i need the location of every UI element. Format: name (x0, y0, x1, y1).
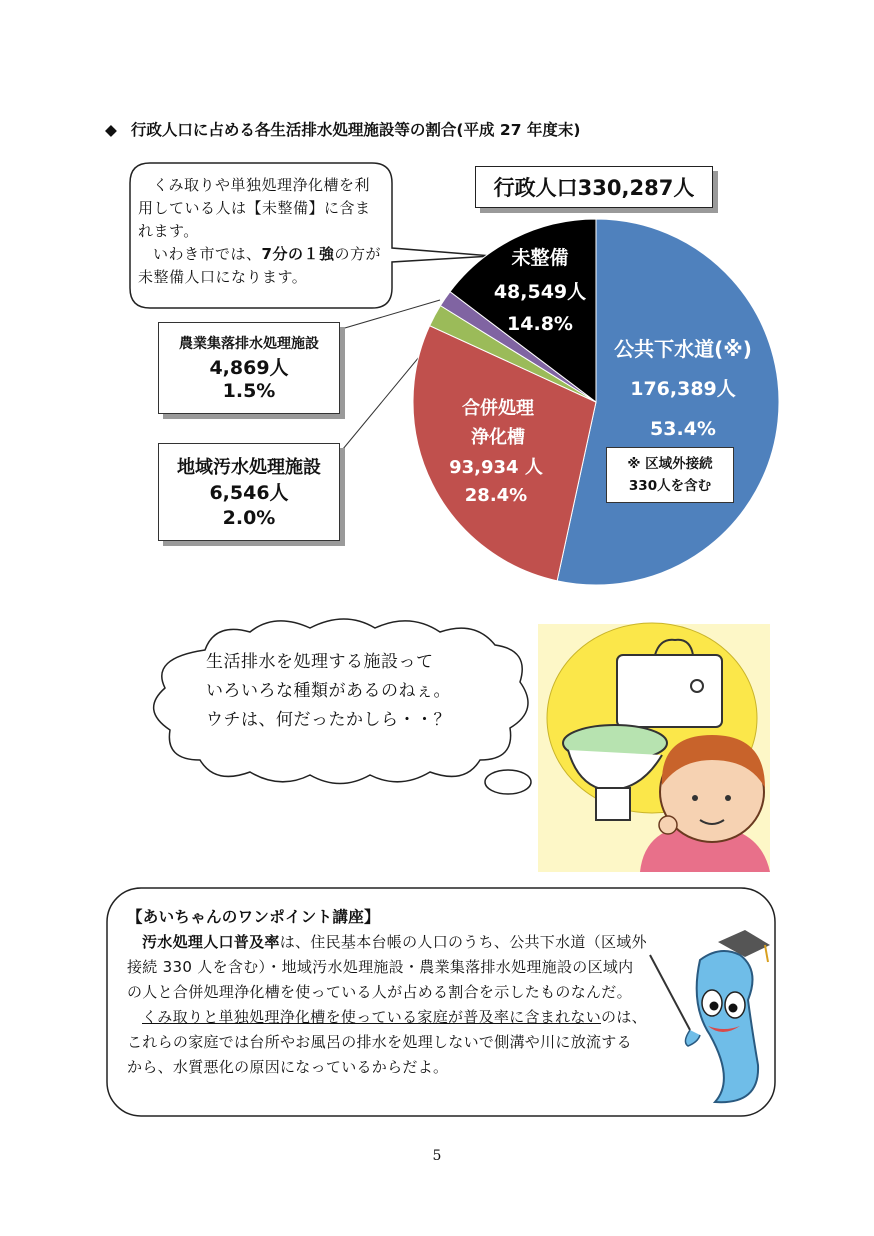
label-gappei-name1: 合併処理 (462, 398, 534, 419)
onepoint-p2-rest: のは、これらの家庭では台所やお風呂の排水を処理しないで側溝や川に放流するから、水質悪化の原因になっているからだよ。 (127, 1008, 647, 1076)
label-gappei-name2: 浄化槽 (471, 427, 525, 448)
population-box: 行政人口330,287人 (475, 166, 713, 208)
thought-text (206, 648, 506, 735)
callout-text (138, 174, 384, 289)
note-box (606, 447, 734, 503)
chiiki-value: 6,546人 (209, 482, 289, 504)
label-public-pct: 53.4% (650, 418, 716, 440)
nosyu-value: 4,869人 (209, 357, 289, 379)
thought-line3: ウチは、何だったかしら・・？ (206, 710, 451, 730)
chiiki-box (158, 443, 340, 541)
thought-line2: いろいろな種類があるのねぇ。 (206, 681, 451, 701)
girl-toilet-illustration (538, 623, 770, 872)
page-number: 5 (432, 1148, 442, 1164)
note-line2: 330人を含む (628, 478, 712, 494)
label-miseibi-name: 未整備 (511, 247, 569, 269)
heading-title: 行政人口に占める各生活排水処理施設等の割合(平成 27 年度末) (130, 121, 581, 139)
label-public-name: 公共下水道(※) (614, 337, 752, 361)
pie-chart (413, 219, 779, 585)
onepoint-paragraph-1 (127, 930, 647, 1005)
nosyu-pct: 1.5% (222, 380, 276, 402)
diamond-icon: ◆ (105, 121, 117, 139)
note-line1: ※ 区域外接続 (627, 456, 713, 472)
label-gappei-pct: 28.4% (464, 485, 528, 506)
nosyu-box (158, 322, 340, 414)
chiiki-pct: 2.0% (222, 507, 276, 529)
onepoint-text (127, 905, 647, 1080)
thought-line1: 生活排水を処理する施設って (206, 652, 434, 672)
onepoint-paragraph-2 (127, 1005, 647, 1080)
callout-line1: くみ取りや単独処理浄化槽を利用している人は【未整備】に含まれます。 (138, 176, 371, 240)
label-public-value: 176,389人 (630, 378, 736, 400)
label-miseibi-value: 48,549人 (493, 281, 587, 303)
callout-line2 (138, 243, 384, 289)
label-gappei-value: 93,934 人 (449, 457, 543, 478)
onepoint-title: 【あいちゃんのワンポイント講座】 (127, 908, 380, 926)
chiiki-name: 地域汚水処理施設 (177, 457, 321, 478)
onepoint-p1-rest: は、住民基本台帳の人口のうち、公共下水道（区域外接続 330 人を含む）・地域汚水処理施設・農業集落排水処理施設の区域内の人と合併処理浄化槽を使っている人が占める割合を示したものなんだ。 (127, 933, 647, 1001)
callout-line2-pre: いわき市では、 (153, 245, 262, 263)
callout-line2-post: の方が未整備人口になります。 (138, 245, 381, 286)
label-miseibi-pct: 14.8% (507, 313, 573, 335)
callout-line2-bold: 7分の１強 (261, 245, 335, 263)
nosyu-name: 農業集落排水処理施設 (179, 336, 319, 352)
onepoint-term: 汚水処理人口普及率 (142, 933, 280, 951)
onepoint-underline: くみ取りと単独処理浄化槽を使っている家庭が普及率に含まれない (142, 1008, 602, 1026)
